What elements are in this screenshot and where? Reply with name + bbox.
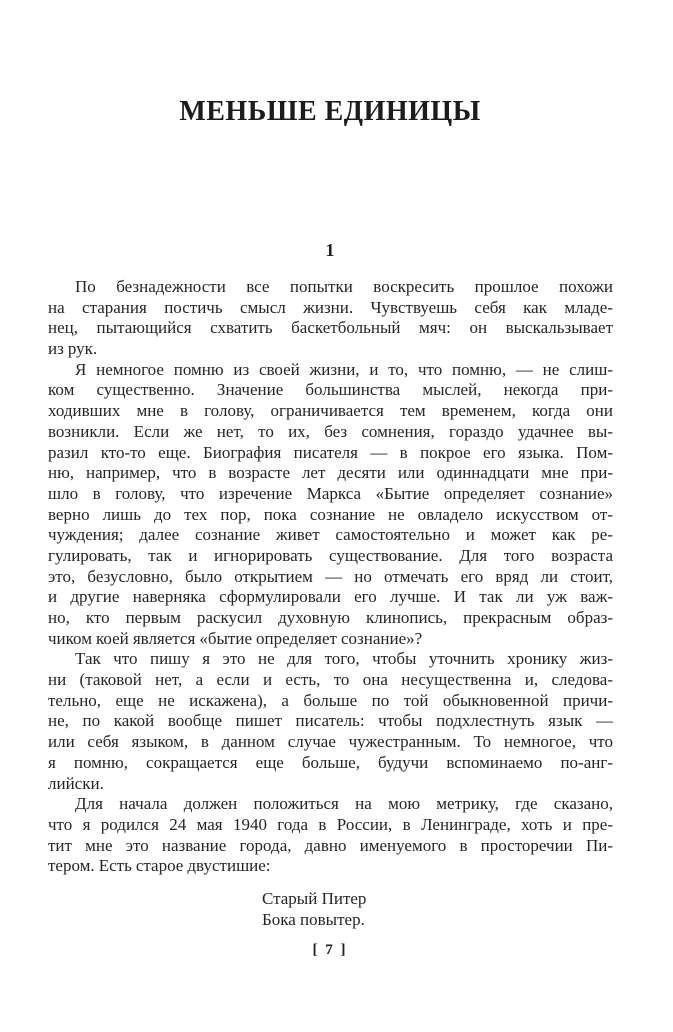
text-line: гулировать, так и игнорировать существование. Для того возраста bbox=[48, 545, 613, 565]
section-number: 1 bbox=[325, 240, 335, 260]
text-line: это, безусловно, было открытием — но отмечать его вряд ли стоит, bbox=[48, 566, 613, 586]
text-line: разил кто-то еще. Биография писателя — в покрое его языка. Пом- bbox=[48, 442, 613, 462]
text-line: Так что пишу я это не для того, чтобы уточнить хронику жиз- bbox=[75, 649, 613, 669]
text-line: но, кто первым раскусил духовную клинопись, прекрасным образ- bbox=[48, 608, 613, 627]
text-line: из рук. bbox=[48, 339, 98, 359]
text-line: шло в голову, что изречение Маркса «Бытие определяет сознание» bbox=[48, 483, 613, 503]
paragraph bbox=[48, 794, 613, 877]
text-line: ком существенно. Значение большинства мыслей, некогда при- bbox=[48, 380, 613, 400]
paragraph bbox=[48, 649, 613, 794]
text-line: Для начала должен положиться на мою метрику, где сказано, bbox=[75, 794, 613, 814]
text-line: и другие наверняка сформулировали его лучше. И так ли уж важ- bbox=[48, 587, 613, 607]
text-line: тит мне это название города, давно именуемого в просторечии Пи- bbox=[48, 835, 613, 855]
body-text bbox=[48, 277, 613, 877]
text-line: я помню, сокращается еще больше, будучи вспоминаемо по-анг- bbox=[48, 752, 613, 772]
verse-line: Бока повытер. bbox=[262, 909, 365, 929]
text-line: или себя языком, в данном случае чужестранным. То немногое, что bbox=[48, 732, 613, 752]
text-line: ни (таковой нет, а если и есть, то она несущественна и, следова- bbox=[48, 670, 613, 690]
verse bbox=[262, 889, 366, 930]
chapter-title: МЕНЬШЕ ЕДИНИЦЫ bbox=[179, 96, 481, 127]
text-line: верно лишь до тех пор, пока сознание не овладело искусством от- bbox=[48, 504, 613, 524]
verse-line: Старый Питер bbox=[262, 889, 367, 908]
text-line: Я немногое помню из своей жизни, и то, что помню, — не слиш- bbox=[75, 359, 613, 379]
text-line: возникли. Если же нет, то их, без сомнения, гораздо удачнее вы- bbox=[48, 421, 613, 441]
text-line: ходивших мне в голову, ограничивается тем временем, когда они bbox=[48, 401, 613, 421]
text-line: не, по какой вообще пишет писатель: чтобы подхлестнуть язык — bbox=[48, 711, 613, 731]
text-line: лийски. bbox=[48, 773, 104, 793]
paragraph bbox=[48, 360, 613, 650]
text-line: По безнадежности все попытки воскресить прошлое похожи bbox=[75, 277, 613, 296]
text-line: чуждения; далее сознание живет самостоятельно и может как ре- bbox=[48, 525, 613, 545]
text-line: чиком коей является «бытие определяет сознание»? bbox=[48, 628, 423, 648]
paragraph bbox=[48, 277, 613, 360]
text-line: на старания постичь смысл жизни. Чувствуешь себя как младе- bbox=[48, 297, 613, 317]
text-line: что я родился 24 мая 1940 года в России, в Ленинграде, хоть и пре- bbox=[48, 814, 613, 834]
text-line: тером. Есть старое двустишие: bbox=[48, 856, 271, 876]
text-line: нец, пытающийся схватить баскетбольный мяч: он выскальзывает bbox=[48, 318, 613, 338]
text-line: ню, например, что в возрасте лет десяти или одиннадцати мне при- bbox=[48, 463, 613, 483]
text-line: тельно, еще не искажена), а больше по той обыкновенной причи- bbox=[48, 690, 613, 710]
page-number: [ 7 ] bbox=[312, 942, 348, 958]
